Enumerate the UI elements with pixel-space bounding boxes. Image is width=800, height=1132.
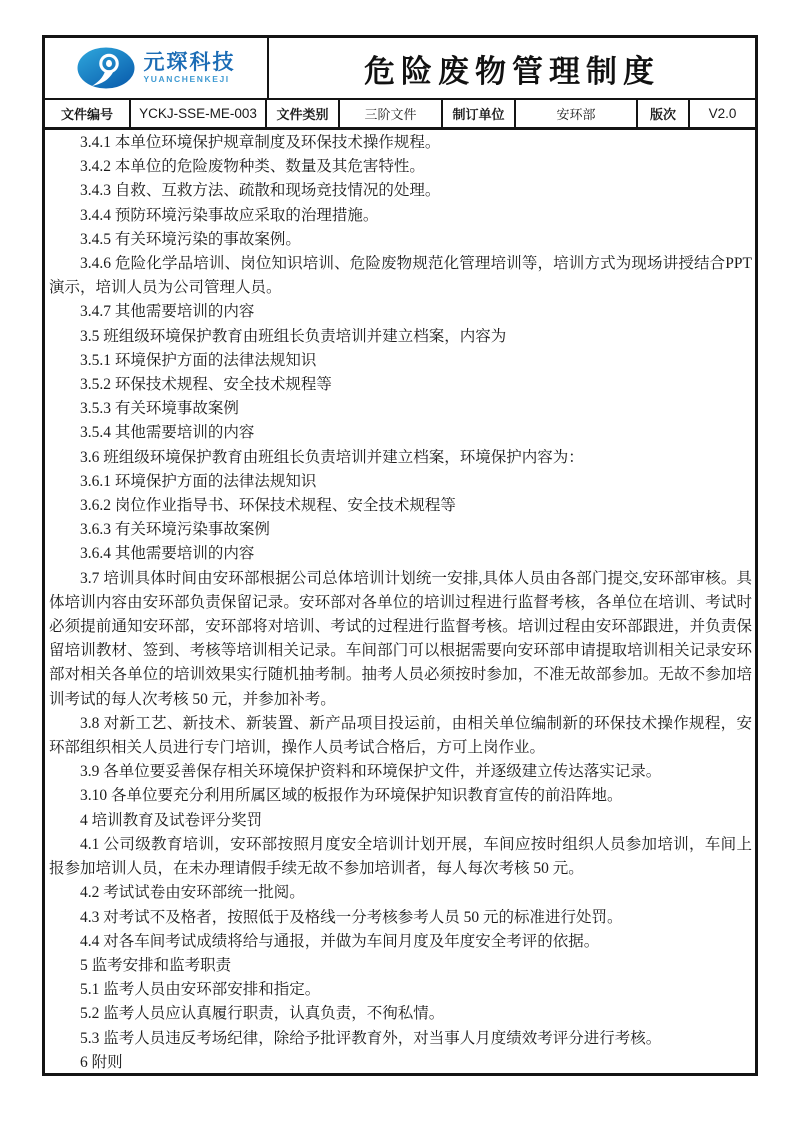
body-paragraph: 4 培训教育及试卷评分奖罚 [80,811,263,829]
meta-label-issuing-dept: 制订单位 [443,100,516,127]
body-paragraph: 5.1 监考人员由安环部安排和指定。 [80,981,321,999]
body-paragraph: 6 附则 [80,1053,123,1071]
body-paragraph: 3.5.1 环境保护方面的法律法规知识 [80,351,317,369]
body-paragraph: 3.5 班组级环境保护教育由班组长负责培训并建立档案，内容为 [80,327,507,345]
body-paragraph: 3.5.2 环保技术规程、安全技术规程等 [80,376,332,394]
body-paragraph: 3.6.1 环境保护方面的法律法规知识 [80,472,317,490]
body-paragraph: 4.2 考试试卷由安环部统一批阅。 [80,884,305,902]
body-paragraph: 3.9 各单位要妥善保存相关环境保护资料和环境保护文件，并逐级建立传达落实记录。 [80,763,662,781]
body-paragraph: 4.1 公司级教育培训，安环部按照月度安全培训计划开展，车间应按时组织人员参加培训，车间上报参加培训人员，在未办理请假手续无故不参加培训者，每人每次考核 50 元。 [49,835,752,878]
body-paragraph: 4.3 对考试不及格者，按照低于及格线一分考核参考人员 50 元的标准进行处罚。 [80,908,623,926]
document-header [45,38,755,100]
body-paragraph: 5 监考安排和监考职责 [80,956,232,974]
document-body [45,130,755,1073]
body-paragraph: 3.6.4 其他需要培训的内容 [80,545,255,563]
meta-label-doc-number: 文件编号 [45,100,131,127]
body-paragraph: 3.5.4 其他需要培训的内容 [80,424,255,442]
company-name [144,52,236,84]
document-meta-strip [45,100,755,130]
yuanchen-swirl-icon [77,47,135,89]
body-paragraph: 4.4 对各车间考试成绩将给与通报，并做为车间月度及年度安全考评的依据。 [80,932,600,950]
body-paragraph: 3.4.2 本单位的危险废物种类、数量及其危害特性。 [80,158,425,176]
company-name-en: YUANCHENKEJI [143,74,230,85]
body-paragraph: 3.10 各单位要充分利用所属区域的板报作为环境保护知识教育宣传的前沿阵地。 [80,787,623,805]
body-paragraph: 3.4.4 预防环境污染事故应采取的治理措施。 [80,206,379,224]
body-paragraph: 3.6.3 有关环境污染事故案例 [80,521,270,539]
body-paragraph: 3.4.5 有关环境污染的事故案例。 [80,230,301,248]
company-name-cn: 元琛科技 [143,51,236,75]
body-paragraph: 3.4.7 其他需要培训的内容 [80,303,255,321]
meta-value-doc-category: 三阶文件 [340,100,443,127]
body-paragraph: 3.7 培训具体时间由安环部根据公司总体培训计划统一安排,具体人员由各部门提交,安环部审核。具体培训内容由安环部负责保留记录。安环部对各单位的培训过程进行监督考核，各单位在培训、考试时必须提前通知安环部，安环部将对培训、考试的过程进行监督考核。培训过程由安环部跟进，并负责保留培训教材、签到、考核等培训相关记录。车间部门可以根据需要向安环部申请提取培训相关记录安环部对相关各单位的培训效果实行随机抽考制。抽考人员必须按时参加，不准无故部参加。无故不参加培训考试的每人次考核 50 元，并参加补考。 [49,569,752,708]
body-paragraph: 5.3 监考人员违反考场纪律，除给予批评教育外，对当事人月度绩效考评分进行考核。 [80,1029,662,1047]
body-paragraph: 3.5.3 有关环境事故案例 [80,400,239,418]
body-paragraph: 3.4.1 本单位环境保护规章制度及环保技术操作规程。 [80,134,441,151]
body-paragraph: 3.4.6 危险化学品培训、岗位知识培训、危险废物规范化管理培训等，培训方式为现场讲授结合PPT 演示，培训人员为公司管理人员。 [49,255,752,297]
company-logo [45,38,269,98]
document-frame [42,35,758,1076]
meta-value-issuing-dept: 安环部 [516,100,638,127]
title-cell [269,38,755,98]
meta-value-doc-number: YCKJ-SSE-ME-003 [131,100,267,127]
body-paragraph: 5.2 监考人员应认真履行职责，认真负责，不徇私情。 [80,1005,445,1023]
document-title: 危险废物管理制度 [364,53,660,89]
meta-label-doc-category: 文件类别 [267,100,340,127]
body-paragraph: 3.6.2 岗位作业指导书、环保技术规程、安全技术规程等 [80,497,456,515]
body-paragraph: 3.4.3 自救、互救方法、疏散和现场竞技情况的处理。 [80,182,441,200]
meta-value-version: V2.0 [708,106,737,121]
body-paragraph: 3.8 对新工艺、新技术、新装置、新产品项目投运前，由相关单位编制新的环保技术操作规程，安环部组织相关人员进行专门培训，操作人员考试合格后，方可上岗作业。 [49,714,752,757]
meta-label-version: 版次 [638,100,690,127]
body-paragraph: 3.6 班组级环境保护教育由班组长负责培训并建立档案，环境保护内容为： [80,448,584,466]
